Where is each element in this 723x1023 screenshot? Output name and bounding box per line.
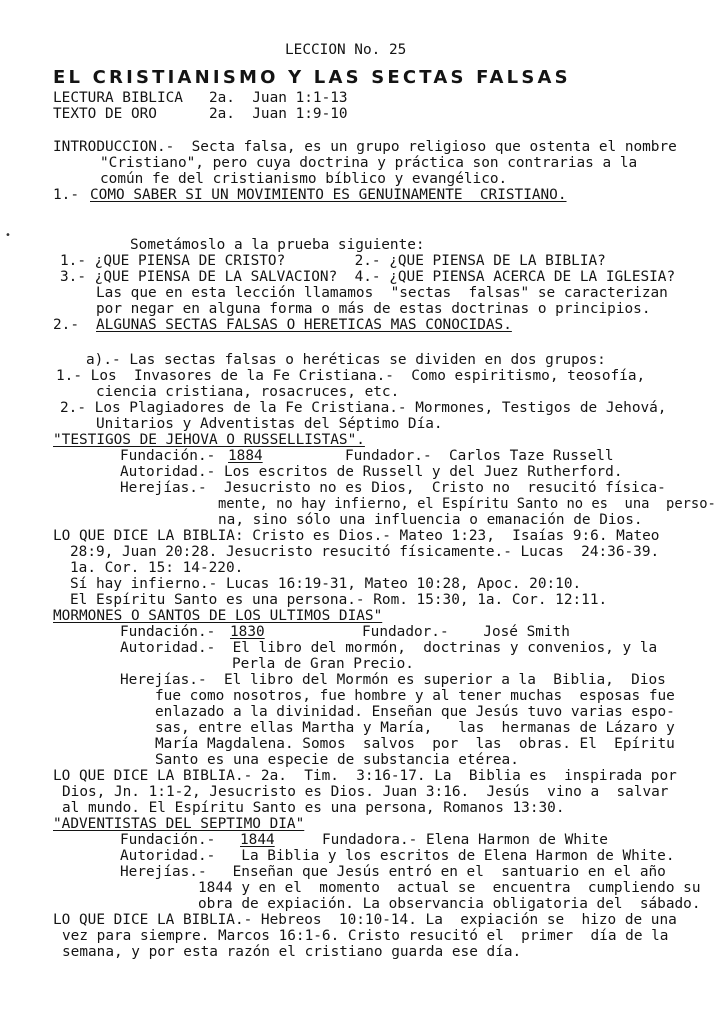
- mormones-herejias: fue como nosotros, fue hombre y al tener muchas esposas fue: [155, 688, 675, 704]
- mormones-herejias: Santo es una especie de substancia etérea.: [155, 752, 519, 768]
- mormones-biblia: LO QUE DICE LA BIBLIA.- 2a. Tim. 3:16-17. La Biblia es inspirada por: [53, 768, 677, 784]
- testigos-biblia: 28:9, Juan 20:28. Jesucristo resucitó físicamente.- Lucas 24:36-39.: [70, 544, 660, 560]
- testigos-herejias: Herejías.- Jesucristo no es Dios, Cristo no resucitó física-: [120, 480, 666, 496]
- stray-mark: •: [5, 230, 11, 241]
- testigos-fundador: Fundador.- Carlos Taze Russell: [345, 448, 614, 464]
- section-1-line: Las que en esta lección llamamos "sectas falsas" se caracterizan: [96, 285, 668, 301]
- lesson-title: EL CRISTIANISMO Y LAS SECTAS FALSAS: [53, 67, 571, 88]
- mormones-autoridad: Perla de Gran Precio.: [232, 656, 414, 672]
- section-1-line: Sometámoslo a la prueba siguiente:: [130, 237, 425, 253]
- testigos-herejias: mente, no hay infierno, el Espíritu Santo no es una perso-: [218, 496, 716, 512]
- intro-line: "Cristiano", pero cuya doctrina y práctica son contrarias a la: [100, 155, 638, 171]
- section-1-number: 1.-: [53, 187, 79, 203]
- section-2-line: 1.- Los Invasores de la Fe Cristiana.- Como espiritismo, teosofía,: [56, 368, 646, 384]
- mormones-fundador: Fundador.- José Smith: [362, 624, 570, 640]
- mormones-biblia: al mundo. El Espíritu Santo es una persona, Romanos 13:30.: [62, 800, 565, 816]
- testigos-fundacion-year: 1884: [228, 448, 263, 464]
- adventistas-herejias: obra de expiación. La observancia obligatoria del sábado.: [198, 896, 701, 912]
- testigos-fundacion-label: Fundación.-: [120, 448, 216, 464]
- adventistas-herejias: 1844 y en el momento actual se encuentra cumpliendo su: [198, 880, 701, 896]
- adventistas-autoridad: Autoridad.- La Biblia y los escritos de Elena Harmon de White.: [120, 848, 675, 864]
- section-1-title: COMO SABER SI UN MOVIMIENTO ES GENUINAMENTE CRISTIANO.: [90, 187, 567, 203]
- adventistas-herejias: Herejías.- Enseñan que Jesús entró en el santuario en el año: [120, 864, 666, 880]
- section-2-line: a).- Las sectas falsas o heréticas se dividen en dos grupos:: [86, 352, 606, 368]
- mormones-herejias: enlazado a la divinidad. Enseñan que Jesús tuvo varias espo-: [155, 704, 675, 720]
- adventistas-heading: "ADVENTISTAS DEL SEPTIMO DIA": [53, 816, 305, 832]
- texto-de-oro: TEXTO DE ORO 2a. Juan 1:9-10: [53, 106, 348, 122]
- section-1-line: por negar en alguna forma o más de estas doctrinas o principios.: [96, 301, 651, 317]
- section-2-title: ALGUNAS SECTAS FALSAS O HERETICAS MAS CONOCIDAS.: [96, 317, 512, 333]
- adventistas-fundadora: Fundadora.- Elena Harmon de White: [322, 832, 608, 848]
- adventistas-biblia: vez para siempre. Marcos 16:1-6. Cristo resucitó el primer día de la: [62, 928, 669, 944]
- adventistas-fundacion-year: 1844: [240, 832, 275, 848]
- mormones-heading: MORMONES O SANTOS DE LOS ULTIMOS DIAS": [53, 608, 383, 624]
- lesson-number: LECCION No. 25: [285, 42, 407, 58]
- intro-line: INTRODUCCION.- Secta falsa, es un grupo religioso que ostenta el nombre: [53, 139, 677, 155]
- mormones-herejias: Herejías.- El libro del Mormón es superior a la Biblia, Dios: [120, 672, 666, 688]
- testigos-biblia: LO QUE DICE LA BIBLIA: Cristo es Dios.- Mateo 1:23, Isaías 9:6. Mateo: [53, 528, 660, 544]
- testigos-herejias: na, sino sólo una influencia o emanación de Dios.: [218, 512, 643, 528]
- mormones-fundacion-label: Fundación.-: [120, 624, 216, 640]
- mormones-herejias: sas, entre ellas Martha y María, las hermanas de Lázaro y: [155, 720, 675, 736]
- section-1-question-row: 3.- ¿QUE PIENSA DE LA SALVACION? 4.- ¿QUE PIENSA ACERCA DE LA IGLESIA?: [60, 269, 676, 285]
- adventistas-biblia: LO QUE DICE LA BIBLIA.- Hebreos 10:10-14. La expiación se hizo de una: [53, 912, 677, 928]
- section-2-line: Unitarios y Adventistas del Séptimo Día.: [96, 416, 443, 432]
- intro-line: común fe del cristianismo bíblico y evangélico.: [100, 171, 508, 187]
- lectura-biblica: LECTURA BIBLICA 2a. Juan 1:1-13: [53, 90, 348, 106]
- testigos-biblia: Sí hay infierno.- Lucas 16:19-31, Mateo 10:28, Apoc. 20:10.: [70, 576, 582, 592]
- section-2-line: 2.- Los Plagiadores de la Fe Cristiana.- Mormones, Testigos de Jehová,: [60, 400, 667, 416]
- mormones-biblia: Dios, Jn. 1:1-2, Jesucristo es Dios. Juan 3:16. Jesús vino a salvar: [62, 784, 669, 800]
- section-2-line: ciencia cristiana, rosacruces, etc.: [96, 384, 400, 400]
- section-2-number: 2.-: [53, 317, 79, 333]
- adventistas-biblia: semana, y por esta razón el cristiano guarda ese día.: [62, 944, 522, 960]
- testigos-biblia: 1a. Cor. 15: 14-220.: [70, 560, 244, 576]
- testigos-heading: "TESTIGOS DE JEHOVA O RUSSELLISTAS".: [53, 432, 365, 448]
- testigos-autoridad: Autoridad.- Los escritos de Russell y del Juez Rutherford.: [120, 464, 623, 480]
- mormones-fundacion-year: 1830: [230, 624, 265, 640]
- mormones-autoridad: Autoridad.- El libro del mormón, doctrinas y convenios, y la: [120, 640, 658, 656]
- adventistas-fundacion-label: Fundación.-: [120, 832, 216, 848]
- section-1-question-row: 1.- ¿QUE PIENSA DE CRISTO? 2.- ¿QUE PIENSA DE LA BIBLIA?: [60, 253, 606, 269]
- mormones-herejias: María Magdalena. Somos salvos por las obras. El Epíritu: [155, 736, 675, 752]
- testigos-biblia: El Espíritu Santo es una persona.- Rom. 15:30, 1a. Cor. 12:11.: [70, 592, 608, 608]
